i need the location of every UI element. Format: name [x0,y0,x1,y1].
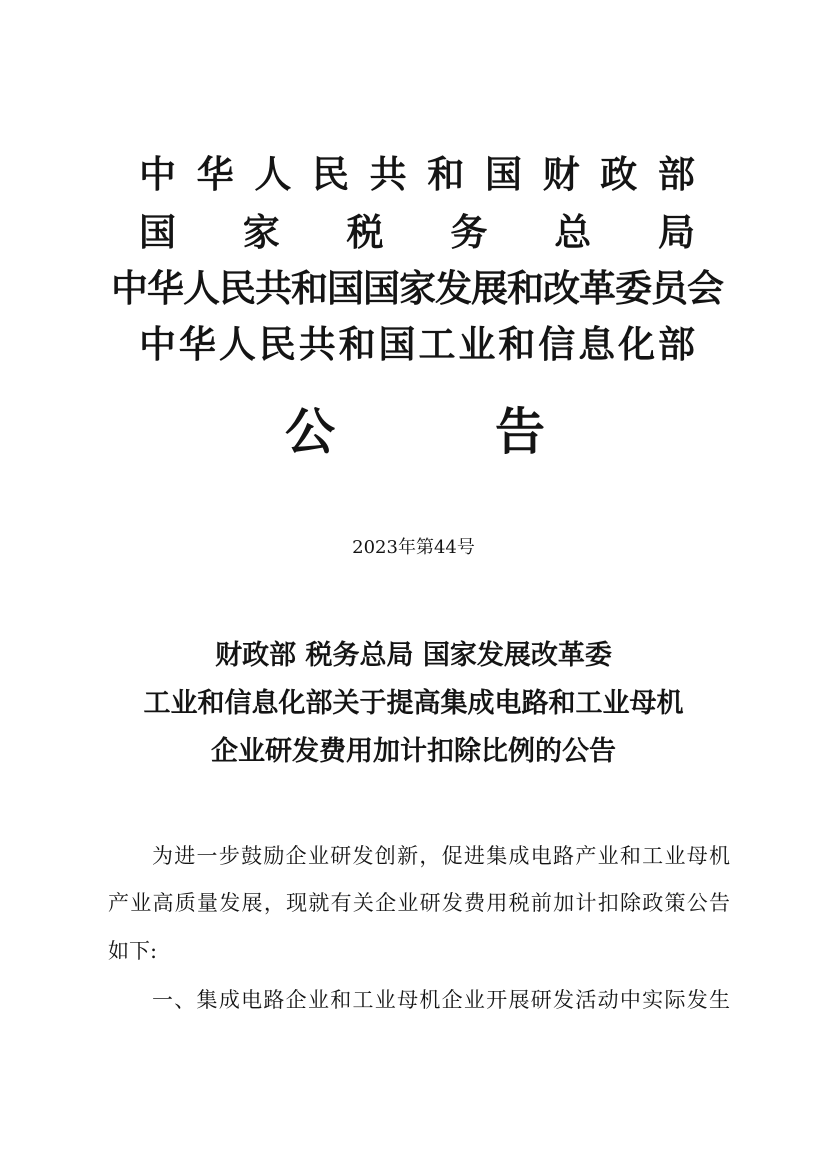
issuer-ndrc: 中华人民共和国国家发展和改革委员会 [111,266,723,310]
body-paragraph-line-3: 如下: [108,939,158,963]
issuer-state-taxation-administration: 国 家 税 务 总 局 [139,210,695,254]
subject-line-2: 工业和信息化部关于提高集成电路和工业母机 [143,688,684,719]
subject-line-3: 企业研发费用加计扣除比例的公告 [211,736,616,767]
body-clause-1-line-1: 一、集成电路企业和工业母机企业开展研发活动中实际发生 [152,988,730,1012]
body-paragraph-line-1: 为进一步鼓励企业研发创新，促进集成电路产业和工业母机 [152,844,730,868]
body-paragraph-line-2: 产业高质量发展，现就有关企业研发费用税前加计扣除政策公告 [108,891,730,915]
issuer-miit: 中 华 人 民 共 和 国 工 业 和 信 息 化 部 [139,322,695,366]
notice-title: 公 告 [285,402,545,461]
issuer-ministry-of-finance: 中 华 人 民 共 和 国 财 政 部 [139,152,695,196]
subject-line-1: 财政部 税务总局 国家发展改革委 [215,640,612,671]
document-number: 2023年第44号 [352,537,475,558]
